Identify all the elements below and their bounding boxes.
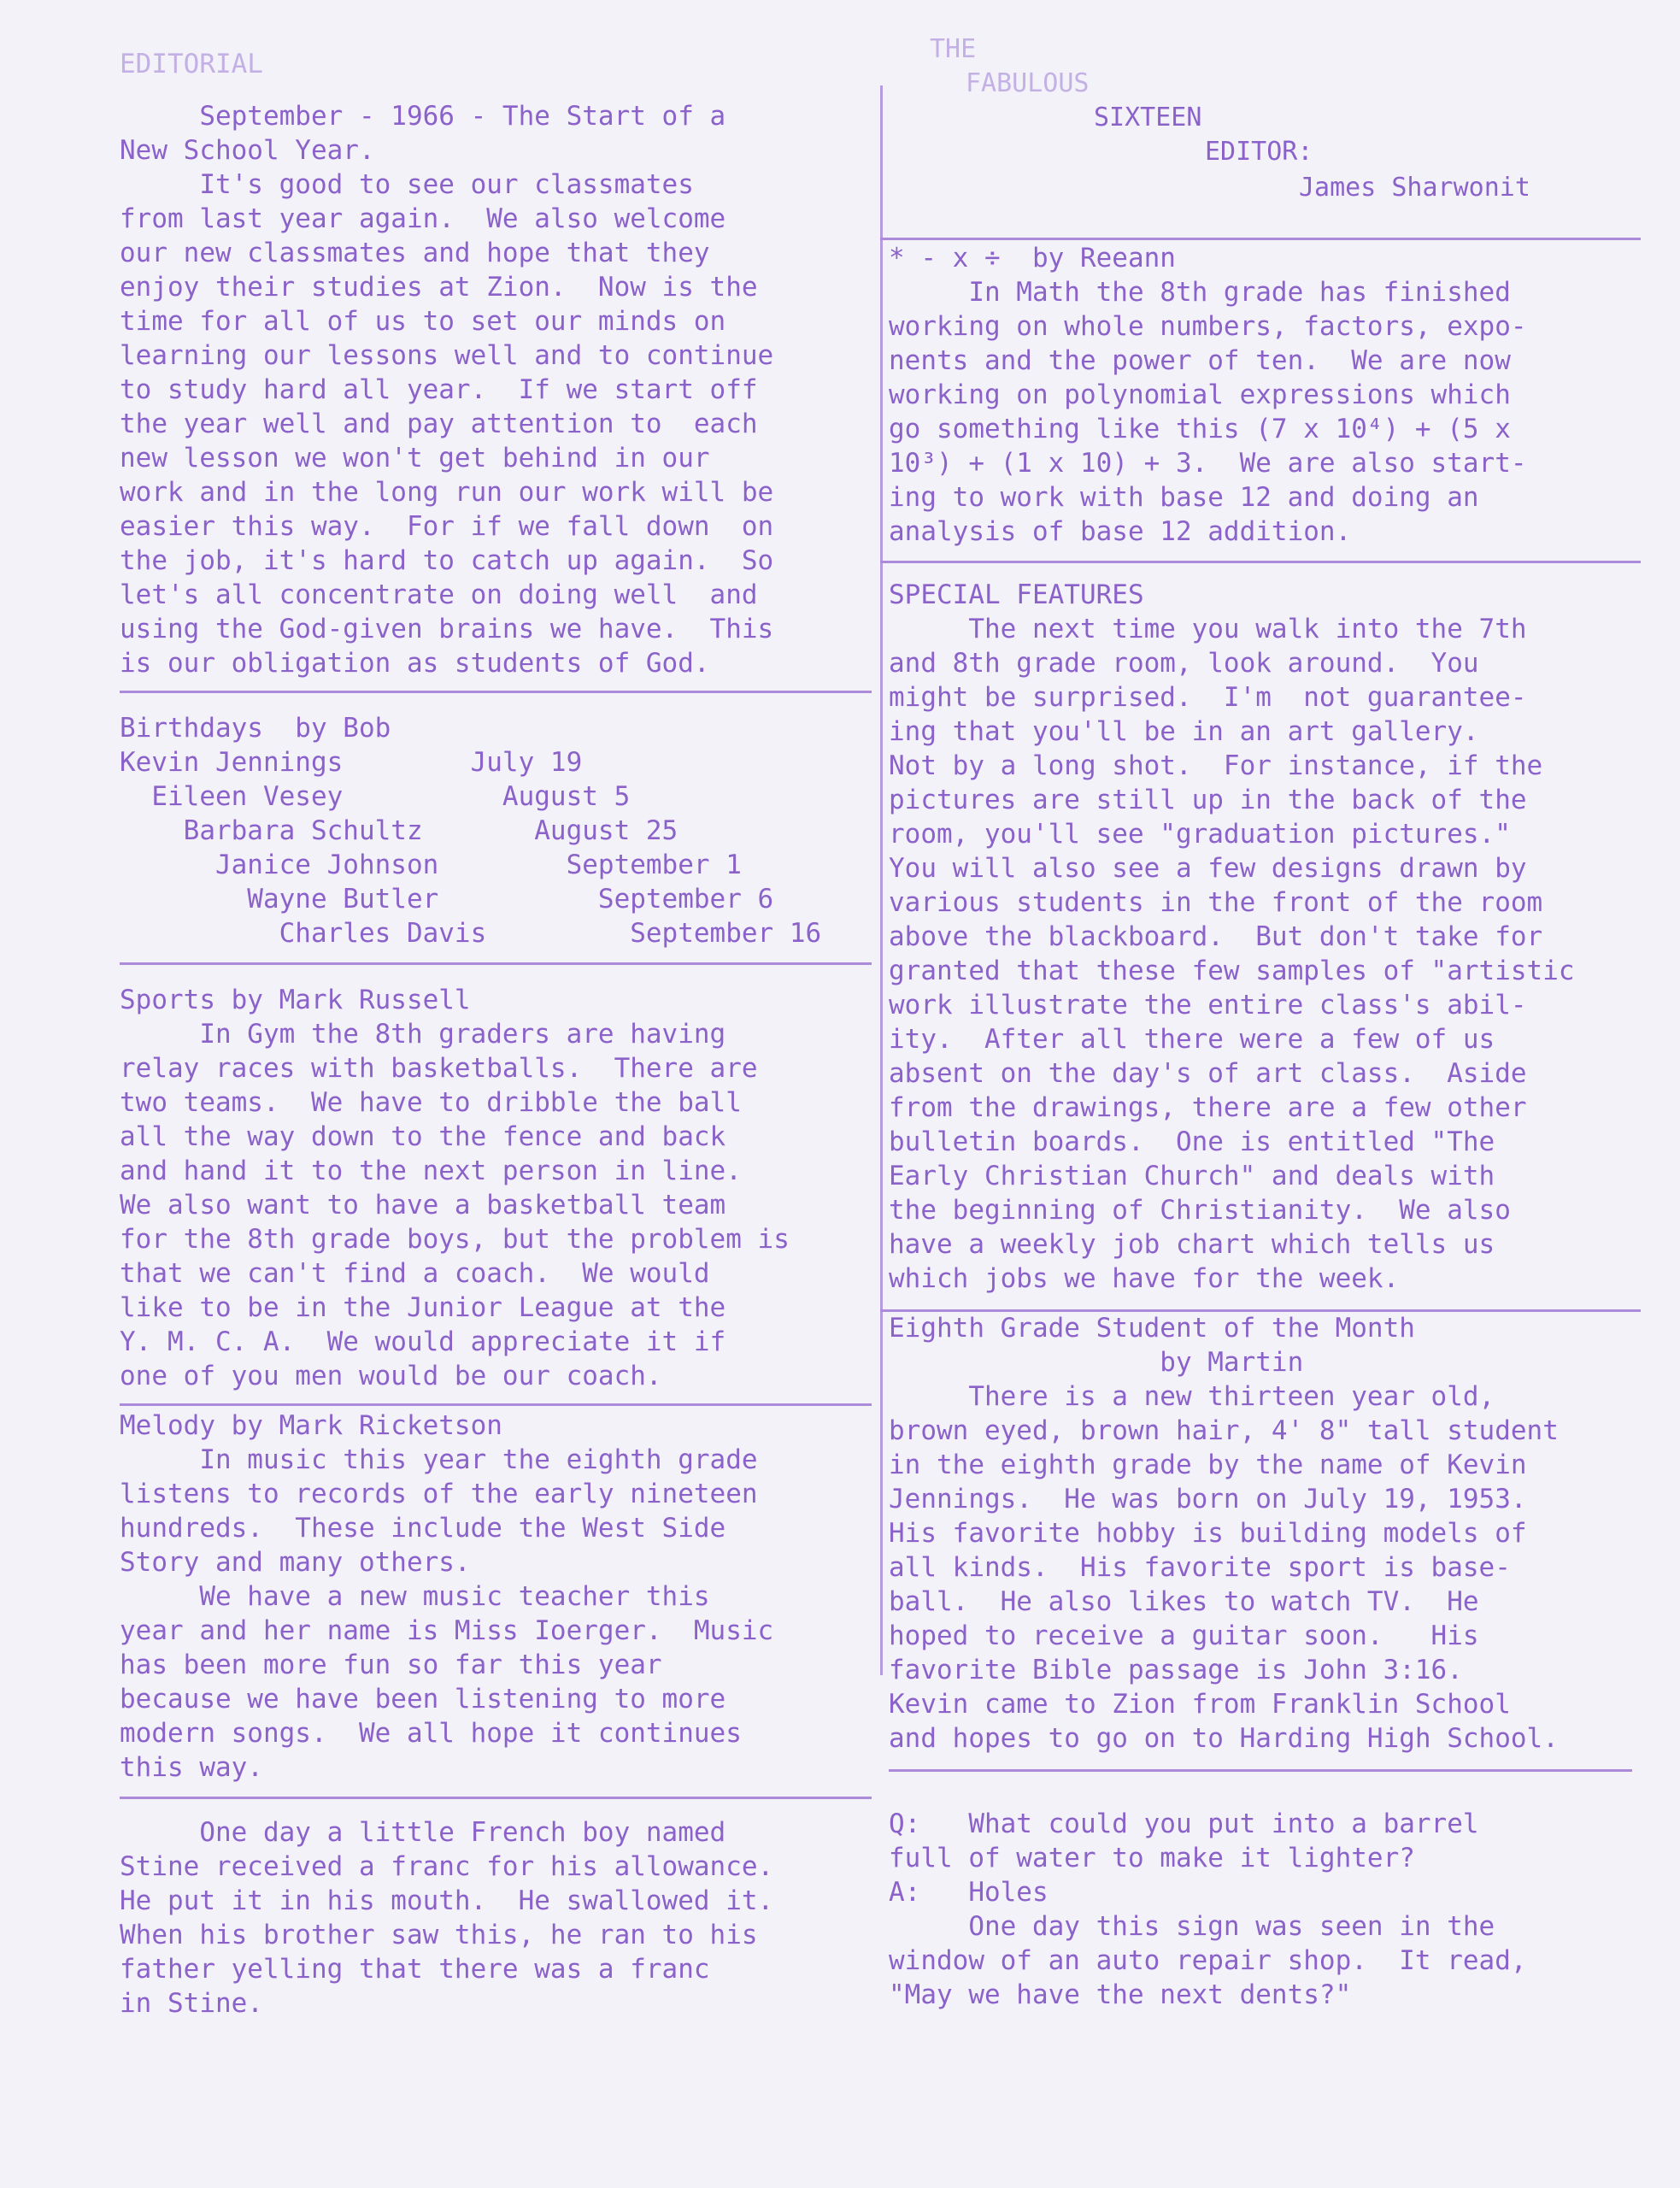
qa-line: Q: What could you put into a barrel — [889, 1809, 1479, 1839]
features-line: ity. After all there were a few of us — [889, 1024, 1495, 1055]
editorial-line: is our obligation as students of God. — [120, 648, 710, 679]
editorial-line: enjoy their studies at Zion. Now is the — [120, 272, 758, 303]
joke-line: One day a little French boy named — [120, 1817, 726, 1848]
masthead-line: THE — [930, 34, 977, 64]
birthday-entry: Eileen Vesey August 5 — [120, 781, 631, 812]
sports-line: We also want to have a basketball team — [120, 1190, 726, 1220]
sports-line: relay races with basketballs. There are — [120, 1053, 758, 1084]
features-line: various students in the front of the room — [889, 887, 1543, 918]
birthdays-heading: Birthdays by Bob — [120, 713, 391, 744]
editorial-line: easier this way. For if we fall down on — [120, 511, 774, 542]
sports-line: Y. M. C. A. We would appreciate it if — [120, 1326, 726, 1357]
student-line: Jennings. He was born on July 19, 1953. — [889, 1484, 1527, 1515]
editorial-line: using the God-given brains we have. This — [120, 614, 774, 644]
joke-line: father yelling that there was a franc — [120, 1954, 710, 1985]
melody-line: hundreds. These include the West Side — [120, 1513, 726, 1544]
melody-line: listens to records of the early nineteen — [120, 1479, 758, 1509]
birthday-entry: Janice Johnson September 1 — [120, 850, 742, 880]
features-line: have a weekly job chart which tells us — [889, 1229, 1495, 1260]
qa-line: full of water to make it lighter? — [889, 1843, 1415, 1873]
editorial-label: EDITORIAL — [120, 49, 263, 79]
section-divider — [880, 561, 1641, 563]
sports-line: and hand it to the next person in line. — [120, 1156, 742, 1186]
student-line: His favorite hobby is building models of — [889, 1518, 1527, 1549]
editorial-line: let's all concentrate on doing well and — [120, 579, 758, 610]
editorial-line: the year well and pay attention to each — [120, 409, 758, 439]
math-line: go something like this (7 x 10⁴) + (5 x — [889, 414, 1511, 444]
melody-line: modern songs. We all hope it continues — [120, 1718, 742, 1749]
masthead-editor-label: EDITOR: — [1205, 137, 1313, 167]
sports-line: one of you men would be our coach. — [120, 1361, 662, 1391]
sports-line: like to be in the Junior League at the — [120, 1292, 726, 1323]
features-line: ing that you'll be in an art gallery. — [889, 716, 1479, 747]
math-line: working on polynomial expressions which — [889, 379, 1511, 410]
qa-line: "May we have the next dents?" — [889, 1979, 1352, 2010]
editorial-line: to study hard all year. If we start off — [120, 374, 758, 405]
editorial-line: from last year again. We also welcome — [120, 203, 726, 234]
editorial-line: learning our lessons well and to continue — [120, 340, 774, 371]
sports-line: In Gym the 8th graders are having — [120, 1019, 726, 1050]
student-line: brown eyed, brown hair, 4' 8" tall student — [889, 1415, 1559, 1446]
student-line: and hopes to go on to Harding High School. — [889, 1723, 1559, 1754]
qa-line: A: Holes — [889, 1877, 1049, 1908]
math-line: working on whole numbers, factors, expo- — [889, 311, 1527, 342]
sports-line: all the way down to the fence and back — [120, 1121, 726, 1152]
features-line: bulletin boards. One is entitled "The — [889, 1126, 1495, 1157]
sports-line: for the 8th grade boys, but the problem is — [120, 1224, 790, 1255]
features-line: might be surprised. I'm not guarantee- — [889, 682, 1527, 713]
qa-line: window of an auto repair shop. It read, — [889, 1945, 1527, 1976]
features-line: pictures are still up in the back of the — [889, 785, 1527, 815]
editorial-line: New School Year. — [120, 135, 375, 166]
masthead-title: SIXTEEN — [1094, 103, 1202, 132]
melody-line: Story and many others. — [120, 1547, 471, 1578]
section-divider — [889, 1769, 1632, 1772]
math-line: 10³) + (1 x 10) + 3. We are also start- — [889, 448, 1527, 479]
math-line: nents and the power of ten. We are now — [889, 345, 1511, 376]
editorial-line: our new classmates and hope that they — [120, 238, 710, 268]
student-line: Kevin came to Zion from Franklin School — [889, 1689, 1511, 1720]
section-divider — [120, 962, 872, 965]
joke-line: Stine received a franc for his allowance. — [120, 1851, 774, 1882]
features-line: work illustrate the entire class's abil- — [889, 990, 1527, 1020]
birthday-entry: Barbara Schultz August 25 — [120, 815, 678, 846]
melody-line: has been more fun so far this year — [120, 1650, 662, 1680]
features-line: granted that these few samples of "artistic — [889, 956, 1575, 986]
math-line: analysis of base 12 addition. — [889, 516, 1352, 547]
student-line: favorite Bible passage is John 3:16. — [889, 1655, 1463, 1685]
features-line: absent on the day's of art class. Aside — [889, 1058, 1527, 1089]
section-divider — [880, 238, 1641, 240]
joke-line: in Stine. — [120, 1988, 263, 2019]
editorial-line: time for all of us to set our minds on — [120, 306, 726, 337]
math-line: ing to work with base 12 and doing an — [889, 482, 1479, 513]
melody-line: In music this year the eighth grade — [120, 1444, 758, 1475]
features-line: above the blackboard. But don't take for — [889, 921, 1543, 952]
masthead-line: FABULOUS — [966, 68, 1090, 98]
joke-line: He put it in his mouth. He swallowed it. — [120, 1885, 774, 1916]
features-line: and 8th grade room, look around. You — [889, 648, 1479, 679]
birthday-entry: Charles Davis September 16 — [120, 918, 822, 949]
melody-line: this way. — [120, 1752, 263, 1783]
sports-line: that we can't find a coach. We would — [120, 1258, 710, 1289]
masthead-editor-name: James Sharwonit — [1299, 173, 1530, 203]
editorial-line: September - 1966 - The Start of a — [120, 101, 726, 132]
melody-line: because we have been listening to more — [120, 1684, 726, 1715]
features-line: which jobs we have for the week. — [889, 1263, 1400, 1294]
math-line: In Math the 8th grade has finished — [889, 277, 1511, 308]
section-divider — [120, 1403, 872, 1406]
joke-line: When his brother saw this, he ran to his — [120, 1920, 758, 1950]
features-heading: SPECIAL FEATURES — [889, 579, 1144, 610]
features-line: Early Christian Church" and deals with — [889, 1161, 1495, 1191]
student-line: in the eighth grade by the name of Kevin — [889, 1450, 1527, 1480]
melody-line: year and her name is Miss Ioerger. Music — [120, 1615, 774, 1646]
student-heading: Eighth Grade Student of the Month — [889, 1313, 1415, 1344]
features-line: the beginning of Christianity. We also — [889, 1195, 1511, 1226]
sports-line: two teams. We have to dribble the ball — [120, 1087, 742, 1118]
qa-line: One day this sign was seen in the — [889, 1911, 1495, 1942]
student-line: hoped to receive a guitar soon. His — [889, 1620, 1479, 1651]
student-line: There is a new thirteen year old, — [889, 1381, 1495, 1412]
features-line: room, you'll see "graduation pictures." — [889, 819, 1511, 850]
birthday-entry: Wayne Butler September 6 — [120, 884, 774, 915]
melody-line: We have a new music teacher this — [120, 1581, 710, 1612]
column-divider — [880, 85, 883, 1675]
features-line: Not by a long shot. For instance, if the — [889, 750, 1543, 781]
student-byline: by Martin — [889, 1347, 1304, 1378]
section-divider — [120, 691, 872, 693]
student-line: ball. He also likes to watch TV. He — [889, 1586, 1479, 1617]
birthday-entry: Kevin Jennings July 19 — [120, 747, 583, 778]
features-line: The next time you walk into the 7th — [889, 614, 1527, 644]
student-line: all kinds. His favorite sport is base- — [889, 1552, 1511, 1583]
features-line: You will also see a few designs drawn by — [889, 853, 1527, 884]
editorial-line: It's good to see our classmates — [120, 169, 694, 200]
melody-heading: Melody by Mark Ricketson — [120, 1410, 502, 1441]
editorial-line: new lesson we won't get behind in our — [120, 443, 710, 473]
math-heading: * - x ÷ by Reeann — [889, 243, 1176, 274]
sports-heading: Sports by Mark Russell — [120, 985, 471, 1015]
editorial-line: the job, it's hard to catch up again. So — [120, 545, 774, 576]
editorial-line: work and in the long run our work will be — [120, 477, 774, 508]
features-line: from the drawings, there are a few other — [889, 1092, 1527, 1123]
section-divider — [120, 1797, 872, 1799]
